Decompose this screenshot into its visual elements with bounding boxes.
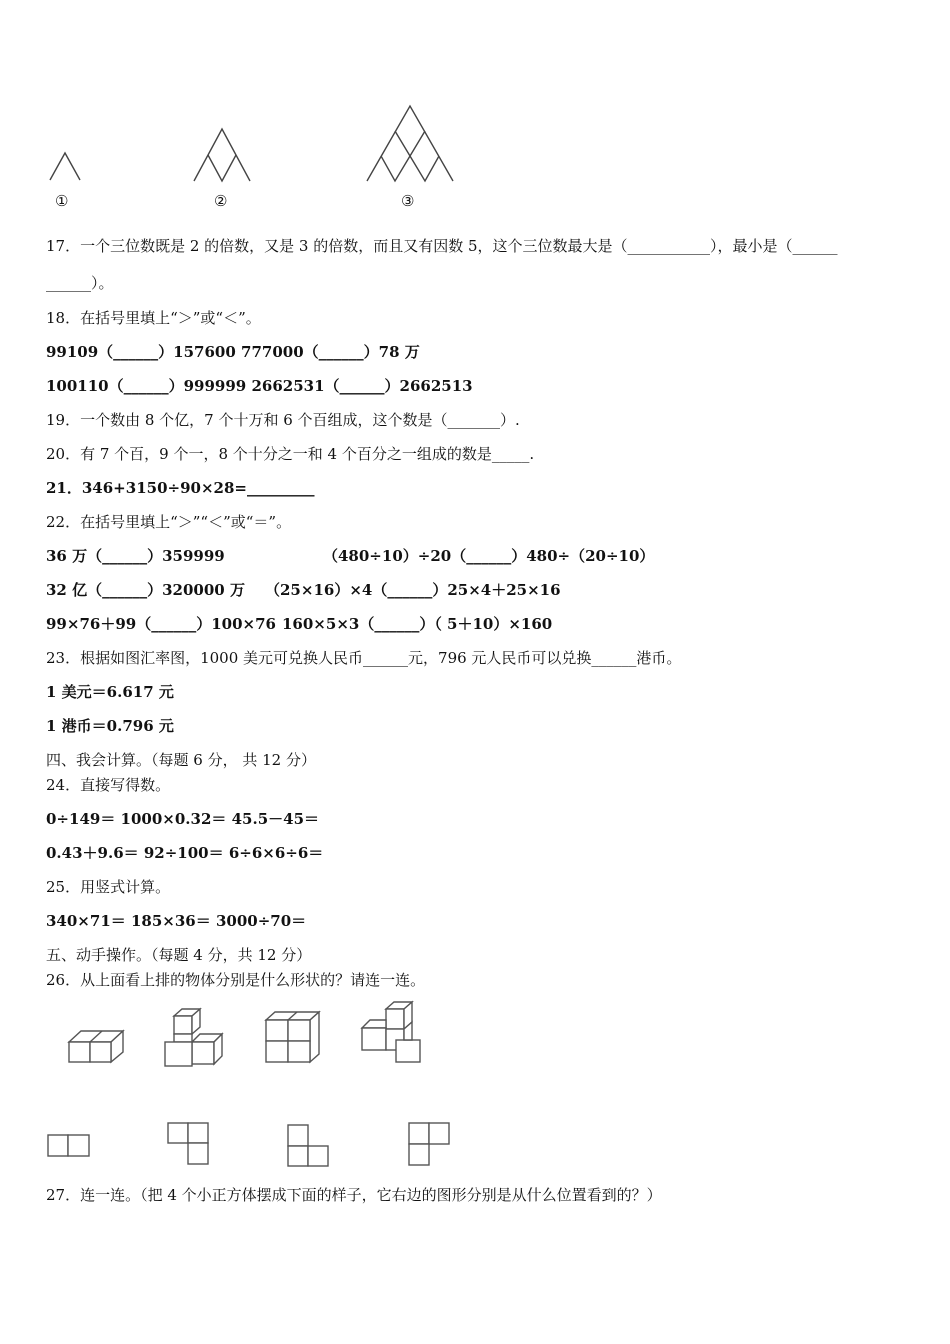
question-17-line1: 17．一个三位数既是 2 的倍数，又是 3 的倍数，而且又有因数 5，这个三位数最大是（___________），最小是（______ [46, 237, 838, 255]
section-5-heading: 五、动手操作。（每题 4 分，共 12 分） [46, 946, 312, 964]
cube-object-2 [160, 1006, 228, 1070]
cube-object-4 [358, 1000, 424, 1066]
question-18-row2: 100110（______）999999 2662531（______）2662513 [46, 377, 473, 395]
figure-caption-1: ① [55, 192, 69, 210]
question-23: 23．根据如图汇率图，1000 美元可兑换人民币______元，796 元人民币可以兑换______港币。 [46, 649, 682, 667]
question-24-row1: 0÷149＝ 1000×0.32＝ 45.5－45＝ [46, 810, 320, 828]
question-18-title: 18．在括号里填上“＞”或“＜”。 [46, 309, 261, 327]
exchange-rate-usd: 1 美元＝6.617 元 [46, 683, 174, 701]
question-22-row3-a: 99×76＋99（______）100×76 [46, 615, 276, 633]
cube-object-1 [66, 1022, 126, 1064]
question-22-row1-a: 36 万（______）359999 [46, 547, 225, 565]
question-20: 20．有 7 个百，9 个一，8 个十分之一和 4 个百分之一组成的数是_____. [46, 445, 535, 463]
question-18-row1: 99109（______）157600 777000（______）78 万 [46, 343, 420, 361]
top-view-shape-4 [406, 1120, 454, 1170]
question-24-title: 24．直接写得数。 [46, 776, 171, 794]
question-25-row1: 340×71＝ 185×36＝ 3000÷70＝ [46, 912, 307, 930]
question-24-row2: 0.43＋9.6＝ 92÷100＝ 6÷6×6÷6＝ [46, 844, 324, 862]
question-22-row2-a: 32 亿（______）320000 万 [46, 581, 245, 599]
section-4-heading: 四、我会计算。（每题 6 分， 共 12 分） [46, 751, 316, 769]
triangle-figure-2 [192, 126, 254, 184]
question-27: 27．连一连。（把 4 个小正方体摆成下面的样子，它右边的图形分别是从什么位置看到的？） [46, 1186, 662, 1204]
question-22-row2-b: （25×16）×4（______）25×4＋25×16 [265, 581, 561, 599]
question-22-row3-b: 160×5×3（______）（ 5＋10）×160 [282, 615, 553, 633]
question-21: 21．346+3150÷90×28=_________ [46, 479, 315, 497]
cube-object-3 [263, 1008, 323, 1064]
figure-caption-3: ③ [401, 192, 415, 210]
triangle-figure-1 [48, 150, 82, 182]
top-view-shape-3 [285, 1122, 333, 1170]
question-26: 26．从上面看上排的物体分别是什么形状的？请连一连。 [46, 971, 426, 989]
figure-caption-2: ② [214, 192, 228, 210]
exchange-rate-hkd: 1 港币＝0.796 元 [46, 717, 174, 735]
question-17-line2: ______）。 [46, 274, 114, 292]
top-view-shape-1 [46, 1132, 92, 1160]
top-view-shape-2 [165, 1120, 213, 1168]
question-22-title: 22．在括号里填上“＞”“＜”或“＝”。 [46, 513, 292, 531]
question-19: 19．一个数由 8 个亿，7 个十万和 6 个百组成，这个数是（_______）. [46, 411, 520, 429]
triangle-figure-3 [365, 104, 457, 184]
question-25-title: 25．用竖式计算。 [46, 878, 171, 896]
question-22-row1-b: （480÷10）÷20（______）480÷（20÷10） [323, 547, 655, 565]
